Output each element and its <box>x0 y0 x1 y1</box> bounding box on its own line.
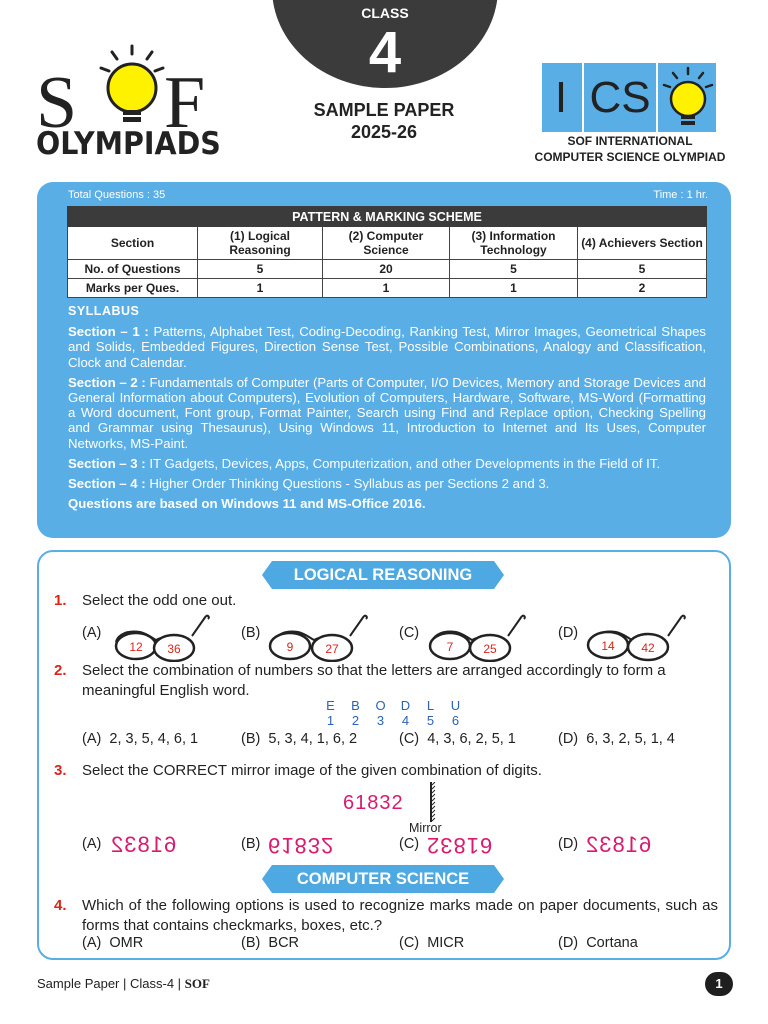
option-label: (B) <box>241 935 261 951</box>
question-number: 4. <box>54 897 67 914</box>
option-text: 2, 3, 5, 4, 6, 1 <box>109 731 199 747</box>
syllabus-note: Questions are based on Windows 11 and MS-Office 2016. <box>68 496 426 512</box>
question-text: Select the odd one out. <box>82 592 237 609</box>
table-cell: 20 <box>323 260 450 279</box>
glasses-left-number: 12 <box>129 640 143 654</box>
section-text: Higher Order Thinking Questions - Syllabus as per Sections 2 and 3. <box>149 476 550 492</box>
option-label: (D) <box>558 836 579 852</box>
option-a <box>82 731 198 747</box>
option-text: 6, 3, 2, 5, 1, 4 <box>586 731 675 747</box>
glasses-right-number: 36 <box>167 642 181 656</box>
icso-letter-i: I <box>542 63 580 132</box>
glasses-figure <box>108 612 218 662</box>
option-d <box>558 935 638 951</box>
col-section: Section <box>68 227 198 260</box>
option-label: (D) <box>558 935 579 951</box>
option-d <box>558 731 675 747</box>
row-label: Marks per Ques. <box>68 279 198 298</box>
section-label: Section – 3 : <box>68 455 146 471</box>
option-label: (B) <box>241 836 261 852</box>
option-label: (C) <box>399 836 420 852</box>
total-questions: Total Questions : 35 <box>68 189 166 201</box>
table-cell: 1 <box>450 279 578 298</box>
code-number: 1 <box>326 713 335 728</box>
option-text: Cortana <box>586 935 638 951</box>
col-computer-science: (2) Computer Science <box>323 227 450 260</box>
code-letter: L <box>426 698 435 713</box>
option-text: MICR <box>427 935 465 951</box>
question-text: Select the CORRECT mirror image of the given combination of digits. <box>82 762 542 779</box>
lightbulb-icon <box>660 63 716 132</box>
code-letter: D <box>400 698 411 713</box>
class-label: CLASS <box>361 5 409 21</box>
option-label: (D) <box>558 731 579 747</box>
icso-logo <box>542 63 716 132</box>
section-label: Section – 2 : <box>68 374 146 390</box>
section-text: Patterns, Alphabet Test, Coding-Decoding, Ranking Test, Mirror Images, Geometrical Shapes and Solids, Embedded Figures, Direction Sense Test, Possible Combinations, Analogy and Classification, Clock and Calendar. <box>68 324 707 370</box>
code-number: 6 <box>451 713 460 728</box>
table-cell: 1 <box>323 279 450 298</box>
logo-letter-f: F <box>164 62 208 144</box>
glasses-right-number: 25 <box>483 642 497 656</box>
footer-text <box>37 976 210 992</box>
syllabus-section-4 <box>68 476 706 491</box>
option-text: BCR <box>268 935 300 951</box>
glasses-left-number: 14 <box>601 639 615 653</box>
glasses-figure <box>266 612 376 662</box>
page-number: 1 <box>705 972 733 996</box>
syllabus-section-1 <box>68 324 706 370</box>
option-label: (B) <box>241 625 261 641</box>
option-a <box>82 935 143 951</box>
option-label: (A) <box>82 731 102 747</box>
code-number: 5 <box>426 713 435 728</box>
option-b <box>241 935 299 951</box>
table-cell: 5 <box>450 260 578 279</box>
code-letter: U <box>450 698 461 713</box>
col-achievers-section: (4) Achievers Section <box>578 227 707 260</box>
syllabus-section-2 <box>68 375 706 451</box>
option-label: (A) <box>82 625 102 641</box>
option-text: 4, 3, 6, 2, 5, 1 <box>427 731 516 747</box>
section-label: Section – 4 : <box>68 476 146 492</box>
code-letter: O <box>375 698 386 713</box>
code-letters-row <box>318 698 478 713</box>
option-c <box>399 935 464 951</box>
question-text: Which of the following options is used to recognize marks made on paper documents, such as forms that contains checkmarks, boxes, etc.? <box>82 897 718 934</box>
mirror-option-a: 61832 <box>110 832 177 857</box>
logo-olympiads-text: OLYMPIADS <box>36 126 221 162</box>
option-label: (C) <box>399 935 420 951</box>
col-information-technology: (3) Information Technology <box>450 227 578 260</box>
question-text: Select the combination of numbers so that the letters are arranged accordingly to form a meaningful English word. <box>82 662 666 699</box>
glasses-left-number: 7 <box>446 640 454 654</box>
option-label: (A) <box>82 935 102 951</box>
option-text: 5, 3, 4, 1, 6, 2 <box>268 731 358 747</box>
logo-letter-s: S <box>36 62 80 144</box>
footer-sof-logo: SOF <box>184 976 210 991</box>
table-title: PATTERN & MARKING SCHEME <box>68 207 707 227</box>
option-c <box>399 731 516 747</box>
section-text: IT Gadgets, Devices, Apps, Computerization, and other Developments in the Field of IT. <box>149 455 661 471</box>
table-row <box>68 260 707 279</box>
question-number: 3. <box>54 762 67 779</box>
icso-subtitle-line2: COMPUTER SCIENCE OLYMPIAD <box>534 150 726 164</box>
row-label: No. of Questions <box>68 260 198 279</box>
section-ribbon-logical-reasoning: LOGICAL REASONING <box>272 561 494 589</box>
option-label: (B) <box>241 731 261 747</box>
mirror-icon <box>428 782 436 822</box>
section-ribbon-computer-science: COMPUTER SCIENCE <box>272 865 494 893</box>
icso-subtitle-line1: SOF INTERNATIONAL <box>567 134 693 148</box>
sof-olympiads-logo <box>36 30 221 166</box>
mirror-digits: 61832 <box>343 792 404 814</box>
glasses-figure <box>424 612 534 662</box>
syllabus-title: SYLLABUS <box>68 304 140 318</box>
glasses-left-number: 9 <box>286 640 294 654</box>
syllabus-block <box>68 304 706 511</box>
mirror-label: Mirror <box>409 821 442 835</box>
class-number: 4 <box>368 20 402 85</box>
code-numbers-row <box>318 713 478 728</box>
glasses-right-number: 42 <box>641 641 655 655</box>
lightbulb-icon <box>98 44 166 128</box>
table-cell: 5 <box>578 260 707 279</box>
section-text: Fundamentals of Computer (Parts of Computer, I/O Devices, Memory and Storage Devices and General Information about Computers), Evolution of Computers, Hardware, Software, MS-Word (Formatting a Word document, Font group, Format Painter, Search using Find and Replace option, Checking Spelling and Grammar using Thesaurus), Using Windows 11, Introduction to Internet and Its Uses, Computer Networks, MS-Paint. <box>68 374 706 451</box>
icso-letters-cs: CS <box>582 63 658 132</box>
footer-label: Sample Paper | Class-4 | <box>37 976 182 991</box>
exam-time: Time : 1 hr. <box>653 189 708 201</box>
question-number: 2. <box>54 662 67 679</box>
option-text: OMR <box>109 935 144 951</box>
glasses-right-number: 27 <box>325 642 339 656</box>
section-label: Section – 1 : <box>68 324 149 340</box>
code-number: 2 <box>351 713 360 728</box>
code-number: 3 <box>376 713 385 728</box>
code-letter: B <box>351 698 360 713</box>
question-number: 1. <box>54 592 67 609</box>
option-label: (D) <box>558 625 579 641</box>
code-number: 4 <box>401 713 410 728</box>
option-label: (C) <box>399 731 420 747</box>
option-label: (C) <box>399 625 420 641</box>
table-cell: 1 <box>198 279 323 298</box>
sample-paper-year: 2025-26 <box>350 122 418 142</box>
code-letter: E <box>326 698 335 713</box>
table-cell: 5 <box>198 260 323 279</box>
table-row <box>68 279 707 298</box>
table-cell: 2 <box>578 279 707 298</box>
sample-paper-title: SAMPLE PAPER <box>313 100 455 120</box>
marking-scheme-table <box>67 206 707 298</box>
option-label: (A) <box>82 836 102 852</box>
mirror-option-b: 61832 <box>268 833 335 858</box>
syllabus-section-3 <box>68 456 706 471</box>
mirror-option-c: 61832 <box>426 833 493 858</box>
glasses-figure <box>584 612 694 662</box>
mirror-option-d: 61832 <box>585 832 652 857</box>
col-logical-reasoning: (1) Logical Reasoning <box>198 227 323 260</box>
option-b <box>241 731 357 747</box>
